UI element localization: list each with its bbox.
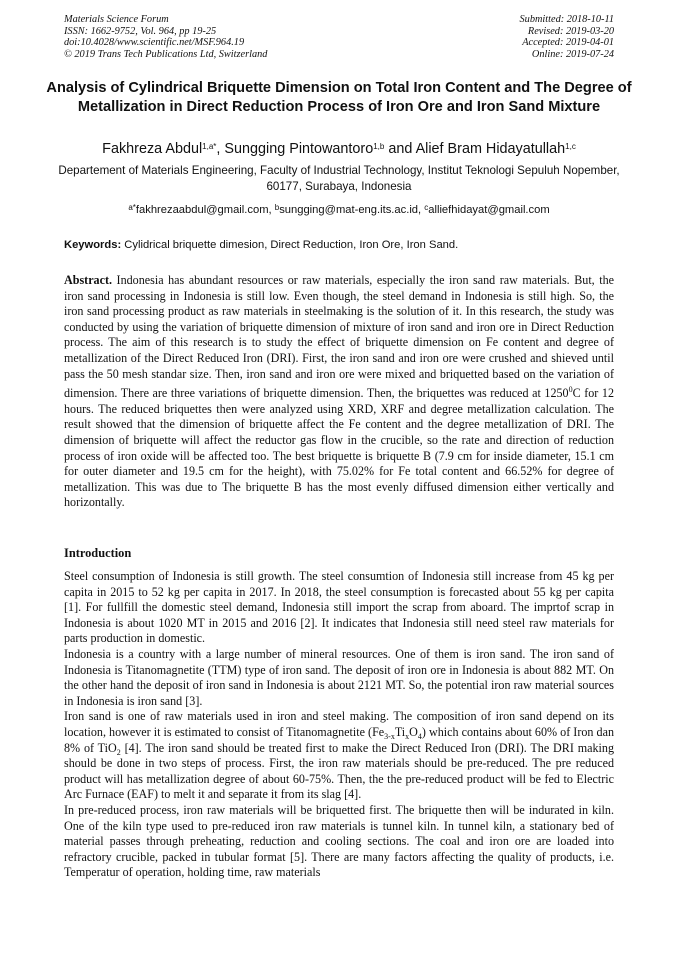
- p3-sub-4: 2: [116, 747, 121, 757]
- intro-paragraph-3: [64, 709, 614, 803]
- email-b-sup: b: [274, 203, 280, 212]
- email-a-sup: a*: [128, 203, 136, 212]
- author-1: Fakhreza Abdul: [102, 141, 203, 157]
- keywords: [64, 238, 624, 252]
- intro-paragraph-2: Indonesia is a country with a large number of mineral resources. One of them is iron sand. The iron sand of Indonesia is Titanomagnetite (TTM) type of iron sand. The deposit of iron ore in Indonesia is about 882 MT. On the other hand the deposit of iron sand in Indonesia is about 2121 MT. So, the potential iron raw material sources in Indonesia is iron sand [3].: [64, 646, 614, 708]
- journal-copyright: © 2019 Trans Tech Publications Ltd, Switzerland: [64, 48, 268, 60]
- keywords-label: Keywords:: [64, 239, 122, 251]
- p3-part-a: Iron sand is one of raw materials used in iron and steel making. The composition of iron sand depend on its location, however it is estimated to consist of Titanomagnetite (Fe: [64, 709, 614, 739]
- email-c: alliefhidayat@gmail.com: [428, 204, 550, 216]
- journal-info: [64, 14, 267, 60]
- submitted-date: Submitted: 2018-10-11: [519, 14, 614, 25]
- journal-name: Materials Science Forum: [64, 14, 169, 25]
- author-emails: [40, 203, 638, 217]
- abstract-text-2: C for 12 hours. The reduced briquettes then were analyzed using XRD, XRF and degree metallization calculation. The result showed that the dimension of briquette affect the Fe content and the degree metallization of DRI. The dimension of briquette will affect the reductor gas flow in the crucible, so the rate and direction of reduction process of iron oxide will be affected too. The best briquette is briquette B (7.9 cm for inside diameter, 15.1 cm for outer diameter and 19.5 cm for the height), with 75.02% for Fe total content and 66.52% for degree of metallization. This was due to The briquette B has the most evenly diffused dimension either vertically and horizontally.: [64, 386, 614, 510]
- degree-superscript: 0: [568, 385, 573, 395]
- abstract-label: Abstract.: [64, 273, 113, 287]
- p3-sub-2: x: [405, 732, 410, 742]
- email-a: fakhrezaabdul@gmail.com,: [135, 204, 275, 216]
- abstract-text-1: Indonesia has abundant resources or raw materials, especially the iron sand raw materials. But, the iron sand processing in Indonesia is still low. Even though, the steel demand in Indonesia is still high. So, the iron sand processing product as raw materials in steelmaking is the solution of it. In this research, the study was conducted by using the variation of briquette dimension of mixture of iron sand and iron ore in Direct Reduction process. The aim of this research is to study the effect of briquette dimension on Fe content and degree of metallization of the Direct Reduced Iron (DRI). First, the iron sand and iron ore were crushed and shieved until pass the 50 mesh standar size. Then, iron sand and iron ore were mixed and briquetted based on the variation of dimension. There are three variations of briquette dimension. Then, the briquettes was reduced at 1250: [64, 273, 614, 401]
- introduction-body: [64, 569, 614, 881]
- author-list: [40, 140, 638, 158]
- submission-dates: [520, 14, 614, 60]
- keywords-text: Cylidrical briquette dimesion, Direct Reduction, Iron Ore, Iron Sand.: [121, 239, 459, 251]
- revised-date: Revised: 2019-03-20: [527, 25, 614, 37]
- introduction-heading: Introduction: [64, 546, 132, 560]
- journal-doi: doi:10.4028/www.scientific.net/MSF.964.19: [64, 37, 245, 49]
- abstract: [64, 273, 614, 511]
- p3-sub-3: 4: [417, 732, 422, 742]
- p3-part-b: Ti: [394, 724, 406, 739]
- email-b: sungging@mat-eng.its.ac.id,: [279, 204, 425, 216]
- author-3-sup: 1,c: [565, 142, 576, 151]
- accepted-date: Accepted: 2019-04-01: [522, 37, 614, 49]
- author-2-sup: 1,b: [373, 142, 385, 151]
- p3-part-d: ) which contains about 60% of Iron dan 8% of TiO: [64, 724, 614, 755]
- journal-issn: ISSN: 1662-9752, Vol. 964, pp 19-25: [64, 25, 217, 37]
- p3-part-e: [4]. The iron sand should be treated first to make the Direct Reduced Iron (DRI). The DRI making should be done in two steps of process. First, the iron raw materials should be pre-reduced. The pre reduced product will has metallization degree of about 60-75%. Then, the the pre-reduced product will be fed to Electric Arc Furnace (EAF) to melt it and separate it from its slag [4].: [64, 740, 614, 802]
- author-2: Sungging Pintowantoro: [224, 141, 374, 157]
- author-sep-1: ,: [216, 141, 225, 157]
- paper-title: Analysis of Cylindrical Briquette Dimension on Total Iron Content and The Degree of Metallization in Direct Reduction Process of Iron Ore and Iron Sand Mixture: [46, 80, 632, 115]
- author-1-sup: 1,a*: [202, 142, 217, 151]
- intro-paragraph-4: In pre-reduced process, iron raw materials will be briquetted first. The briquette then will be indurated in kiln. One of the kiln type used to pre-reduced iron raw materials is tunnel kiln. In tunnel kiln, a stationary bed of material passes through preheating, reduction and cooling sections. The coal and iron ore are loaded into refractory crucible, packed in tubular format [5]. There are many factors affecting the quality of products, i.e. Temperatur of operation, holding time, raw materials: [64, 802, 614, 880]
- online-date: Online: 2019-07-24: [531, 48, 614, 60]
- p3-sub-1: 3-x: [384, 732, 395, 742]
- author-3: Alief Bram Hidayatullah: [415, 141, 566, 157]
- affiliation: Departement of Materials Engineering, Faculty of Industrial Technology, Institut Teknologi Sepuluh Nopember, 60177, Surabaya, Indonesia: [58, 164, 620, 193]
- p3-part-c: O: [409, 724, 418, 739]
- intro-paragraph-1: Steel consumption of Indonesia is still growth. The steel consumtion of Indonesia still increase from 45 kg per capita in 2015 to 52 kg per capita in 2017. In 2018, the steel consumption is forecasted about 55 kg per capita [1]. For fullfill the domestic steel demand, Indonesia still import the scrap from aboard. The imprtof scrap in Indonesia is about 1020 MT in 2015 and 2016 [2]. It indicates that Indonesia still need steel raw materials for parts production in domestic.: [64, 569, 614, 646]
- email-c-sup: c: [424, 203, 429, 212]
- author-sep-2: and: [384, 141, 416, 157]
